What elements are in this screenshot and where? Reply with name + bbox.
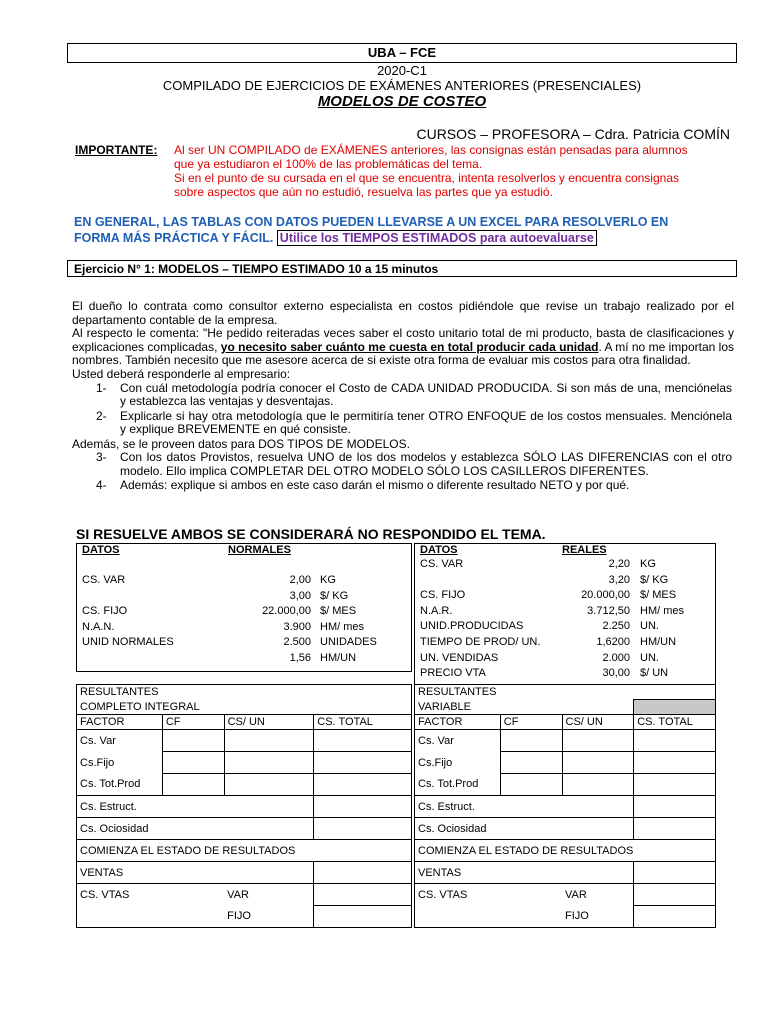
datos-value: 30,00 <box>602 667 630 680</box>
general-line1: EN GENERAL, LAS TABLAS CON DATOS PUEDEN LLEVARSE A UN EXCEL PARA RESOLVERLO EN <box>74 215 669 229</box>
input-cell[interactable] <box>634 796 716 818</box>
general-line2: FORMA MÁS PRÁCTICA Y FÁCIL. <box>74 231 274 245</box>
importante-line: Al ser UN COMPILADO de EXÁMENES anteriores, las consignas están pensadas para alumnos <box>174 143 688 157</box>
input-cell[interactable] <box>314 774 412 796</box>
datos-unit: UN. <box>640 620 659 633</box>
row-estruct: Cs. Estruct. <box>415 796 634 818</box>
datos-label: CS. VAR <box>420 558 464 570</box>
input-cell[interactable] <box>314 884 412 906</box>
input-cell[interactable] <box>634 906 716 928</box>
general-note <box>74 214 668 246</box>
paragraph: Además, se le proveen datos para DOS TIPOS DE MODELOS. <box>72 436 410 451</box>
input-cell[interactable] <box>314 730 412 752</box>
input-cell[interactable] <box>314 752 412 774</box>
item-text: Explicarle si hay otra metodología que le permitiría tener OTRO ENFOQUE de los costos mensuales. Menciónela y explique BREVEMENTE en qué consiste. <box>120 408 732 437</box>
datos-value: 2.500 <box>283 636 311 648</box>
paragraph-emphasis: yo necesito saber cuánto me cuesta en total producir cada unidad <box>220 339 599 354</box>
exercise-title: Ejercicio N° 1: MODELOS – TIEMPO ESTIMADO 10 a 15 minutos <box>67 260 737 277</box>
row-cs-fijo: Cs.Fijo <box>77 752 163 774</box>
datos-unit: UNIDADES <box>320 636 377 648</box>
datos-unit: $/ KG <box>640 573 669 586</box>
datos-value: 3,20 <box>608 573 630 586</box>
row-cs-var: Cs. Var <box>415 730 501 752</box>
period: 2020-C1 <box>377 63 427 78</box>
datos-value: 3.712,50 <box>587 604 630 617</box>
paragraph-part: Al respecto le comenta: "He pedido reiteradas veces saber el costo unitario total de mi producto, basta de clasificaciones y explicaciones complicadas, <box>72 326 734 354</box>
datos-label: PRECIO VTA <box>420 667 486 680</box>
col-factor: FACTOR <box>77 715 163 730</box>
datos-unit: KG <box>320 574 336 586</box>
input-cell[interactable] <box>634 752 716 774</box>
row-estruct: Cs. Estruct. <box>77 796 314 818</box>
datos-unit: HM/ mes <box>320 620 364 633</box>
datos-label: UN. VENDIDAS <box>420 651 499 664</box>
paragraph: Usted deberá responderle al empresario: <box>72 366 291 381</box>
exercise-body <box>72 300 734 493</box>
input-cell[interactable] <box>562 730 634 752</box>
row-cs-fijo: Cs.Fijo <box>415 752 501 774</box>
row-cs-tot: Cs. Tot.Prod <box>77 774 163 796</box>
datos-value: 2.000 <box>602 651 630 664</box>
row-fijo: FIJO <box>224 906 314 928</box>
row-ventas: VENTAS <box>415 862 634 884</box>
item-number: 3- <box>96 450 107 465</box>
col-cs-total: CS. TOTAL <box>634 715 716 730</box>
datos-unit: UN. <box>640 651 659 664</box>
paragraph-part: . A mí no me importan los nombres. También necesito que me asesore acerca de si existe otra forma de evaluar mis costos para otra finalidad. <box>72 339 734 368</box>
row-cs-var: Cs. Var <box>77 730 163 752</box>
input-cell[interactable] <box>562 752 634 774</box>
item-text: Con cuál metodología podría conocer el Costo de CADA UNIDAD PRODUCIDA. Si son más de una, menciónelas y establezca las ventajas y desventajas. <box>120 380 732 409</box>
row-var: VAR <box>224 884 314 906</box>
item-number: 4- <box>96 478 107 493</box>
input-cell[interactable] <box>500 752 562 774</box>
item-text: Además: explique si ambos en este caso darán el mismo o diferente resultado NETO y por qué. <box>120 478 630 493</box>
resultantes-variable-table <box>414 684 716 928</box>
input-cell[interactable] <box>634 774 716 796</box>
datos-value: 2.250 <box>602 620 630 633</box>
datos-label: UNID.PRODUCIDAS <box>420 620 524 633</box>
res-model: VARIABLE <box>415 700 634 715</box>
datos-type-header: NORMALES <box>228 544 291 556</box>
datos-value: 3,00 <box>289 589 311 602</box>
input-cell[interactable] <box>314 906 412 928</box>
col-cs-total: CS. TOTAL <box>314 715 412 730</box>
datos-label: N.A.N. <box>82 620 115 633</box>
datos-unit: KG <box>640 558 656 570</box>
datos-label: CS. VAR <box>82 574 126 586</box>
datos-unit: $/ UN <box>640 667 669 680</box>
res-model: COMPLETO INTEGRAL <box>77 700 314 715</box>
datos-label: N.A.R. <box>420 604 453 617</box>
warning-text: SI RESUELVE AMBOS SE CONSIDERARÁ NO RESPONDIDO EL TEMA. <box>76 526 546 542</box>
row-ventas: VENTAS <box>77 862 314 884</box>
datos-unit: HM/UN <box>320 651 357 664</box>
compilation-title: COMPILADO DE EJERCICIOS DE EXÁMENES ANTERIORES (PRESENCIALES) <box>162 78 642 93</box>
datos-reales-table <box>414 543 716 685</box>
importante-line: que ya estudiaron el 100% de las problemáticas del tema. <box>174 157 483 171</box>
importante-line: sobre aspectos que aún no estudió, resuelva las partes que ya estudió. <box>174 185 553 199</box>
col-cf: CF <box>500 715 562 730</box>
input-cell[interactable] <box>500 730 562 752</box>
item-number: 2- <box>96 408 107 423</box>
paragraph: El dueño lo contrata como consultor externo especialista en costos pidiéndole que revise un trabajo realizado por el departamento contable de la empresa. <box>72 299 734 327</box>
res-title: RESULTANTES <box>77 685 412 700</box>
datos-label: CS. FIJO <box>82 605 128 617</box>
input-cell[interactable] <box>634 818 716 840</box>
input-cell[interactable] <box>500 774 562 796</box>
datos-value: 2,00 <box>289 574 311 586</box>
input-cell[interactable] <box>314 862 412 884</box>
row-fijo: FIJO <box>562 906 634 928</box>
input-cell[interactable] <box>634 884 716 906</box>
course-line: CURSOS – PROFESORA – Cdra. Patricia COMÍN <box>416 126 730 142</box>
importante-text <box>174 143 688 199</box>
input-cell[interactable] <box>634 862 716 884</box>
datos-label: CS. FIJO <box>420 589 466 602</box>
row-cs-vtas: CS. VTAS <box>77 884 225 906</box>
datos-value: 3.900 <box>283 620 311 633</box>
col-cs-un: CS/ UN <box>562 715 634 730</box>
input-cell[interactable] <box>224 752 314 774</box>
datos-value: 1,6200 <box>596 636 630 648</box>
row-estado: COMIENZA EL ESTADO DE RESULTADOS <box>77 840 412 862</box>
datos-label: TIEMPO DE PROD/ UN. <box>420 636 541 648</box>
datos-unit: $/ MES <box>320 605 357 617</box>
datos-normales-table <box>76 543 412 672</box>
datos-value: 20.000,00 <box>581 589 630 602</box>
importante-label: IMPORTANTE: <box>75 143 158 157</box>
row-ociosidad: Cs. Ociosidad <box>77 818 314 840</box>
row-estado: COMIENZA EL ESTADO DE RESULTADOS <box>415 840 716 862</box>
input-cell[interactable] <box>314 818 412 840</box>
input-cell[interactable] <box>634 730 716 752</box>
importante-line: Si en el punto de su cursada en el que se encuentra, intenta resolverlos y encuentra consignas <box>174 171 679 185</box>
col-cf: CF <box>162 715 224 730</box>
datos-unit: HM/UN <box>640 636 677 648</box>
datos-unit: $/ MES <box>640 589 677 602</box>
datos-header: DATOS <box>82 544 120 556</box>
item-number: 1- <box>96 380 107 395</box>
datos-type-header: REALES <box>562 544 607 556</box>
input-cell[interactable] <box>314 796 412 818</box>
row-var: VAR <box>562 884 634 906</box>
grey-cell <box>634 700 716 715</box>
res-title: RESULTANTES <box>415 685 716 700</box>
item-text: Con los datos Provistos, resuelva UNO de los dos modelos y establezca SÓLO LAS DIFERENCIAS con el otro modelo. Ello implica COMPLETAR DEL OTRO MODELO SÓLO LOS CASILLEROS DIFERENTES. <box>120 450 732 478</box>
datos-unit: HM/ mes <box>640 604 684 617</box>
col-factor: FACTOR <box>415 715 501 730</box>
subject-title: MODELOS DE COSTEO <box>317 93 487 110</box>
paragraph <box>72 327 734 368</box>
row-cs-vtas: CS. VTAS <box>415 884 563 906</box>
datos-value: 1,56 <box>289 651 311 664</box>
datos-value: 2,20 <box>608 558 630 570</box>
datos-value: 22.000,00 <box>262 605 311 617</box>
datos-header: DATOS <box>420 544 458 556</box>
general-boxed: Utilice los TIEMPOS ESTIMADOS para autoevaluarse <box>277 230 597 246</box>
col-cs-un: CS/ UN <box>224 715 314 730</box>
row-ociosidad: Cs. Ociosidad <box>415 818 634 840</box>
row-cs-tot: Cs. Tot.Prod <box>415 774 501 796</box>
input-cell[interactable] <box>162 752 224 774</box>
datos-unit: $/ KG <box>320 589 349 602</box>
input-cell[interactable] <box>224 774 314 796</box>
input-cell[interactable] <box>562 774 634 796</box>
header-box: UBA – FCE <box>67 43 737 63</box>
datos-label: UNID NORMALES <box>82 636 174 648</box>
input-cell[interactable] <box>224 730 314 752</box>
resultantes-integral-table <box>76 684 412 928</box>
